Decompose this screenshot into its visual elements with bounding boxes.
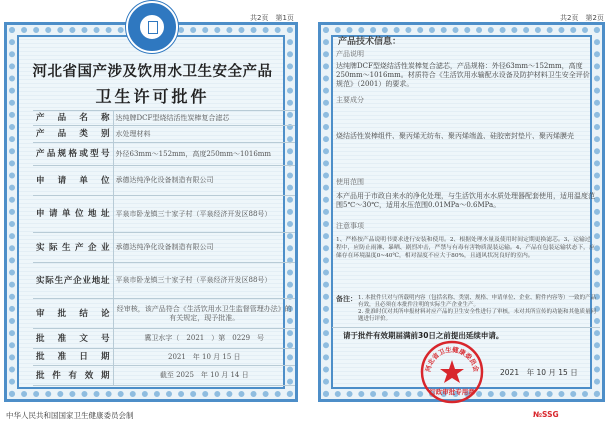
field-value: 截至 2025 年 10 月 14 日: [113, 366, 295, 386]
section-title: 主要成分: [336, 96, 364, 104]
official-seal: [420, 340, 484, 404]
star-icon: [440, 360, 464, 383]
tech-info-heading: 产品技术信息：: [338, 37, 402, 47]
table-row: [33, 196, 295, 233]
section-title: 产品说明: [336, 50, 364, 58]
health-commission-emblem: [126, 1, 178, 53]
section-text: 烧结活性炭棒组件、聚丙烯无纺布、聚丙烯端盖、硅胶密封垫片、聚丙烯膜壳: [336, 132, 574, 140]
field-value: 经审核，该产品符合《生活饮用水卫生监督管理办法》的有关规定，现予批准。: [113, 299, 295, 329]
section-text: 达纯牌DCF型烧结活性炭棒复合滤芯，产品规格：外径63mm～152mm，高度250mm～1016mm。材质符合《生活饮用水输配水设备及防护材料卫生安全评价规范》（2001）的要求。: [336, 62, 590, 88]
field-label: 批准日期: [33, 349, 113, 366]
field-label: 产品名称: [33, 111, 113, 126]
note-item: 2. 批准时仅对其所申报材料对应产品的卫生安全性进行了审核，未对其所宣传的功能和其他质量问题进行评价。: [358, 309, 596, 322]
table-row: [33, 166, 295, 196]
issuer-footer: 中华人民共和国国家卫生健康委员会制: [6, 411, 134, 420]
serial-number: №SSG: [533, 410, 559, 419]
field-label: 批准文号: [33, 329, 113, 349]
section-text: 本产品用于市政自来水的净化处理，与生活饮用水水质处理器配套使用，适用温度范围5℃～30℃，适用水压范围0.01MPa～0.6MPa。: [336, 192, 595, 209]
field-value: 平泉市卧龙镇三十家子村（平泉经济开发区88号）: [113, 196, 295, 233]
title-line-2: 卫生许可批件: [95, 87, 210, 106]
field-value: 达纯牌DCF型烧结活性炭棒复合滤芯: [113, 111, 295, 126]
title-line-1: 河北省国产涉及饮用水卫生安全产品: [32, 63, 273, 80]
field-value: 承德达纯净化设备制造有限公司: [113, 233, 295, 263]
seal-subtitle: 行政审批专用章: [429, 388, 475, 396]
field-label: 批件有效期: [33, 366, 113, 386]
field-label: 产品规格或型号: [33, 143, 113, 166]
field-label: 申请单位地址: [33, 196, 113, 233]
renewal-notice: 请于批件有效期届满前30日之前提出延续申请。: [343, 331, 504, 340]
field-label: 申请单位: [33, 166, 113, 196]
note-item: 1. 本批件只对与所载明内容（包括名称、类别、规格、申请单位、企业、附件内容等）一致的产品有效，且必须在本批件注明的实际生产企业生产。: [358, 295, 596, 308]
table-row: [33, 329, 295, 349]
seal-title: 河北省卫生健康委员会: [423, 345, 481, 373]
issue-date: 2021 年 10 月 15 日: [500, 368, 578, 377]
section-title: 注意事项: [336, 222, 364, 230]
field-value: 水处理材料: [113, 126, 295, 143]
license-table: [33, 110, 295, 386]
field-label: 产品类别: [33, 126, 113, 143]
field-value: 承德达纯净化设备制造有限公司: [113, 166, 295, 196]
table-row: [33, 366, 295, 386]
section-text: 1、严格按产品说明书要求进行安装和使用。2、根据处理水量及使用时间定期更换滤芯。3、运输过程中，应防止雨淋、暴晒、剧烈冲击，严禁与有毒有害物质混装运输。4、产品在包装运输状态下，应储存在环境温度0~40℃，相对湿度不应大于80%，且通风状况良好的室内。: [336, 237, 595, 259]
table-row: [33, 349, 295, 366]
field-value: 外径63mm～152mm，高度250mm～1016mm: [113, 143, 295, 166]
table-row: [33, 263, 295, 299]
field-label: 实际生产企业: [33, 233, 113, 263]
section-title: 使用范围: [336, 178, 364, 186]
table-row: [33, 143, 295, 166]
table-row: [33, 126, 295, 143]
field-label: 审批结论: [33, 299, 113, 329]
page-label: 共2页 第2页: [560, 14, 604, 22]
notes: [336, 295, 598, 323]
table-row: [33, 111, 295, 126]
field-value: 平泉市卧龙镇三十家子村（平泉经济开发区88号）: [113, 263, 295, 299]
field-value: 冀卫水字（ 2021 ）第 0229 号: [113, 329, 295, 349]
table-row: [33, 233, 295, 263]
table-row: [33, 299, 295, 329]
page-label: 共2页 第1页: [250, 14, 294, 22]
field-value: 2021 年 10 月 15 日: [113, 349, 295, 366]
field-label: 实际生产企业地址: [33, 263, 113, 299]
note-label: 备注：: [336, 295, 357, 303]
